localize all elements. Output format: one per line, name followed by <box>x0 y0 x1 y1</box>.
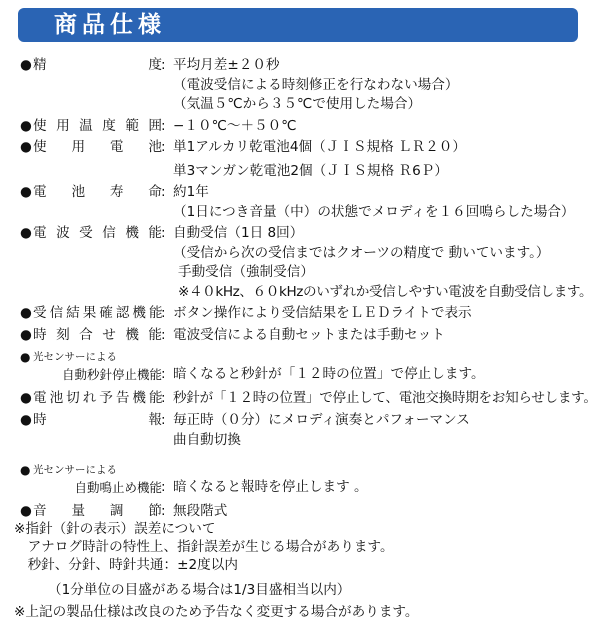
spec-row <box>20 304 598 324</box>
bullet-icon: ● <box>20 463 31 477</box>
bullet-icon: ● <box>20 139 32 155</box>
spec-row <box>20 117 598 137</box>
spec-value-line: 暗くなると秒針が「１２時の位置」で停止します。 <box>173 366 485 382</box>
note-line: アナログ時計の特性上、指針誤差が生じる場合があります。 <box>14 539 394 555</box>
spec-value-line: 無段階式 <box>173 502 228 519</box>
note-line: （1分単位の目盛がある場合は1/3目盛相当以内） <box>14 582 351 598</box>
note-line: 秒針、分針、時針共通：±2度以内 <box>14 557 238 573</box>
spec-value-line: ※４０kHz、６０kHzのいずれか受信しやすい電波を自動受信します。 <box>178 283 593 300</box>
note-line: ※指針（針の表示）誤差について <box>14 521 216 537</box>
section-title: 商品仕様 <box>54 12 166 38</box>
note-line: ※上記の製品仕様は改良のため予告なく変更する場合があります。 <box>14 604 419 620</box>
bullet-icon: ● <box>20 350 31 364</box>
spec-row <box>20 326 598 346</box>
spec-label: 電波受信機能 <box>33 225 162 241</box>
spec-value <box>173 56 598 115</box>
spec-label: 使用電池 <box>33 139 162 155</box>
spec-value-line: 手動受信（強制受信） <box>178 264 314 280</box>
bullet-icon: ● <box>20 502 32 519</box>
spec-colon: : <box>161 502 166 519</box>
spec-value-line: 曲自動切換 <box>173 431 241 448</box>
spec-label: 音量調節 <box>33 502 162 519</box>
spec-label: 電池寿命 <box>33 184 162 200</box>
spec-value <box>173 478 598 498</box>
spec-value <box>173 365 598 385</box>
spec-label: 受信結果確認機能 <box>33 305 162 321</box>
spec-value <box>173 183 598 222</box>
spec-label: 使用温度範囲 <box>33 117 162 134</box>
spec-value-line: （1日につき音量（中）の状態でメロディを１６回鳴らした場合） <box>173 203 575 220</box>
spec-label: 時刻合せ機能 <box>33 326 162 343</box>
spec-colon: : <box>161 225 166 241</box>
spec-value-line: （電波受信による時刻修正を行なわない場合） <box>173 76 459 93</box>
spec-value-line: 単1アルカリ乾電池4個（ＪＩＳ規格 ＬＲ２０） <box>173 139 466 155</box>
section-header <box>18 8 578 42</box>
spec-value-line: 約1年 <box>173 184 209 200</box>
spec-value <box>173 117 598 137</box>
spec-value-line: 秒針が「１２時の位置」で停止して、電池交換時期をお知らせします。 <box>173 389 597 406</box>
spec-value-line: （気温５℃から３５℃で使用した場合） <box>173 96 422 112</box>
spec-colon: : <box>161 139 166 155</box>
spec-pre-label: ● 光センサーによる <box>20 350 117 364</box>
spec-value-line: 電波受信による自動セットまたは手動セット <box>173 326 445 343</box>
spec-value-line: 平均月差±２０秒 <box>173 57 280 73</box>
spec-colon: : <box>161 326 166 343</box>
bullet-icon: ● <box>20 184 32 200</box>
spec-row <box>20 462 598 498</box>
spec-row <box>20 224 598 302</box>
bullet-icon: ● <box>20 225 32 241</box>
spec-label: 精度 <box>33 57 162 73</box>
spec-value-line: −１０℃〜＋５０℃ <box>173 117 297 134</box>
spec-value-line: 単3マンガン乾電池2個（ＪＩＳ規格 Ｒ6Ｐ） <box>173 162 448 179</box>
bullet-icon: ● <box>20 57 32 73</box>
spec-value-line: 暗くなると報時を停止します 。 <box>173 479 368 495</box>
bullet-icon: ● <box>20 412 32 428</box>
bullet-icon: ● <box>20 117 32 134</box>
bullet-icon: ● <box>20 305 32 321</box>
spec-value <box>173 224 598 302</box>
spec-row <box>20 56 598 115</box>
spec-value <box>173 389 598 409</box>
spec-colon: : <box>161 184 166 200</box>
spec-colon: : <box>161 389 166 406</box>
spec-value <box>173 326 598 346</box>
bullet-icon: ● <box>20 326 32 343</box>
spec-row <box>20 502 598 522</box>
spec-label: 電池切れ予告機能 <box>33 389 162 406</box>
spec-label: 時報 <box>33 412 162 428</box>
spec-colon: : <box>161 117 166 134</box>
bullet-icon: ● <box>20 389 32 406</box>
spec-list <box>20 56 598 521</box>
spec-value <box>173 502 598 522</box>
spec-row <box>20 183 598 222</box>
spec-pre-label: ● 光センサーによる <box>20 463 117 477</box>
spec-colon: : <box>161 479 166 495</box>
spec-value-line: （受信から次の受信まではクオーツの精度で 動いています。） <box>173 244 550 261</box>
spec-label: 自動鳴止め機能 <box>74 480 162 495</box>
spec-value-line: 自動受信（1日 8回） <box>173 225 304 241</box>
spec-value <box>173 411 598 450</box>
spec-value <box>173 304 598 324</box>
spec-value-line: 毎正時（０分）にメロディ演奏とパフォーマンス <box>173 412 470 428</box>
spec-row <box>20 138 598 181</box>
spec-colon: : <box>161 366 166 382</box>
spec-label: 自動秒針停止機能 <box>61 367 162 382</box>
spec-row <box>20 411 598 450</box>
spec-row <box>20 389 598 409</box>
spec-row <box>20 349 598 385</box>
spec-value-line: ボタン操作により受信結果をＬＥＤライトで表示 <box>173 305 472 321</box>
notes-section <box>14 520 598 621</box>
spec-colon: : <box>161 412 166 428</box>
spec-colon: : <box>161 305 166 321</box>
spec-value <box>173 138 598 181</box>
spec-colon: : <box>161 57 166 73</box>
